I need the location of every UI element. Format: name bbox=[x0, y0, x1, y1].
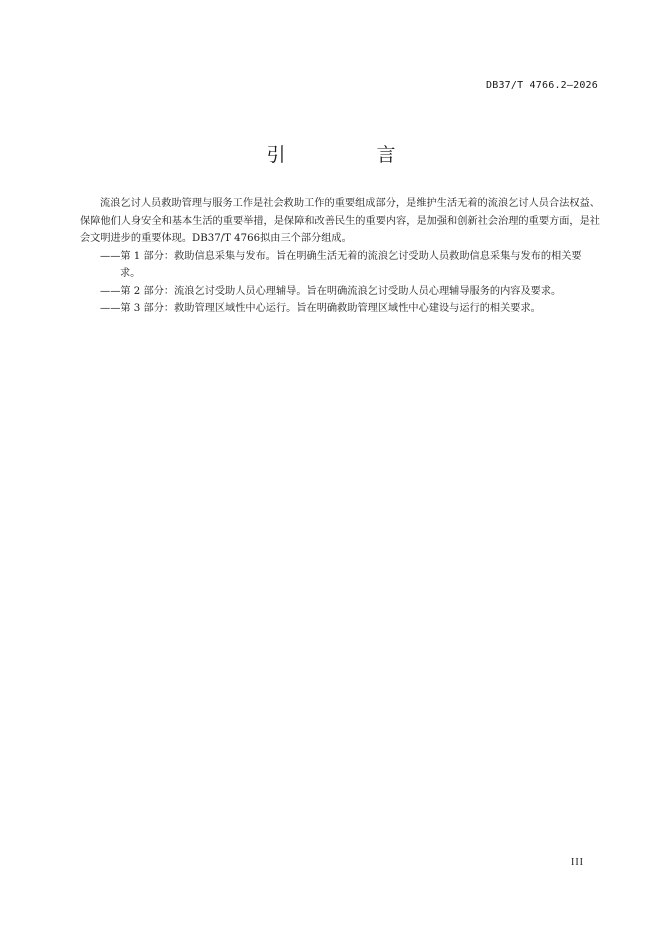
intro-paragraph: 流浪乞讨人员救助管理与服务工作是社会救助工作的重要组成部分，是维护生活无着的流浪乞讨人员合法权益、保障他们人身安全和基本生活的重要举措，是保障和改善民生的重要内容，是加强和创新社会治理的重要方面，是社会文明进步的重要体现。DB37/T 4766拟由三个部分组成。 bbox=[80, 198, 600, 244]
part-item-3: ——第 3 部分：救助管理区域性中心运行。旨在明确救助管理区域性中心建设与运行的相关要求。 bbox=[100, 303, 541, 314]
page-number: III bbox=[571, 857, 584, 868]
document-body bbox=[80, 195, 600, 318]
part-item-2: ——第 2 部分：流浪乞讨受助人员心理辅导。旨在明确流浪乞讨受助人员心理辅导服务的内容及要求。 bbox=[100, 285, 562, 297]
page-title: 引 言 bbox=[266, 144, 432, 166]
standard-code: DB37/T 4766.2—2026 bbox=[486, 80, 598, 91]
part-item-1: ——第 1 部分：救助信息采集与发布。旨在明确生活无着的流浪乞讨受助人员救助信息采集与发布的相关要求。 bbox=[100, 250, 582, 279]
